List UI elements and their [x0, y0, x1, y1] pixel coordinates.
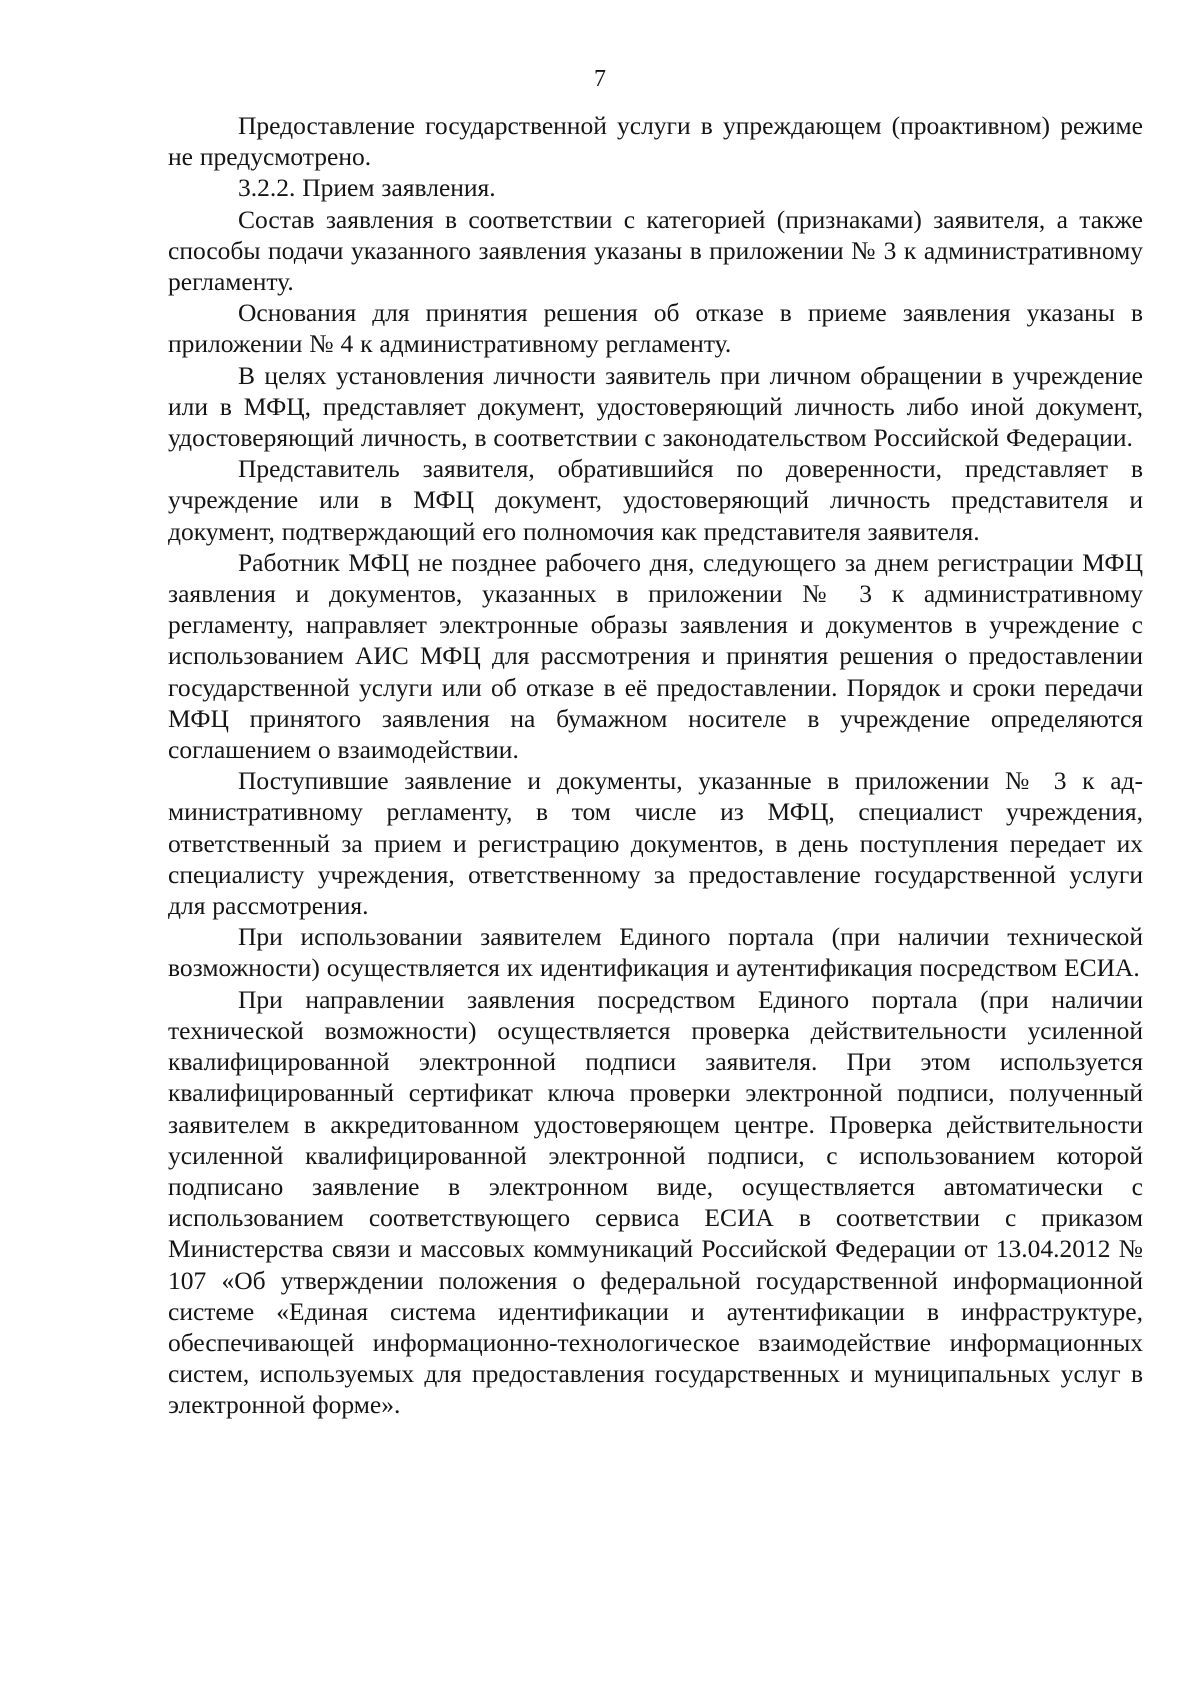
- paragraph-mfc-worker: Работник МФЦ не позднее рабочего дня, следующего за днем регистрации МФЦ заявления и документов, указанных в приложении № 3 к административному регламенту, направляет электронные образы заявления и документов в учреждение с использованием АИС МФЦ для рассмотрения и принятия решения о предоставлении государственной услуги или об отказе в её предоставлении. Порядок и сроки передачи МФЦ принятого заявления на бумажном носителе в учреждение определяются соглашением о взаимодействии.: [168, 547, 1143, 765]
- paragraph-identity-verification: В целях установления личности заявитель при личном обращении в учреждение или в МФЦ, представляет документ, удостоверяющий личность либо иной документ, удостоверяющий личность, в соответствии с законодательством Российской Федерации.: [168, 360, 1143, 453]
- paragraph-refusal-grounds: Основания для принятия решения об отказе в приеме заявления указаны в приложении № 4 к административному регламенту.: [168, 298, 1143, 359]
- section-heading-3-2-2: 3.2.2. Прием заявления.: [238, 173, 496, 203]
- document-body: [168, 110, 1143, 1421]
- paragraph-received-documents: Поступившие заявление и документы, указанные в приложении № 3 к административному регламенту, в том числе из МФЦ, специалист учреждения, ответственный за прием и регистрацию документов, в день поступления передает их специалисту учреждения, ответственному за предоставление государственной услуги для рассмотрения.: [168, 766, 1143, 921]
- paragraph-representative: Представитель заявителя, обратившийся по доверенности, представляет в учреждение или в МФЦ документ, удостоверяющий личность представителя и документ, подтверждающий его полномочия как представителя заявителя.: [168, 454, 1143, 546]
- paragraph-proactive-mode: Предоставление государственной услуги в упреждающем (проактивном) режиме не предусмотрено.: [168, 111, 1143, 172]
- paragraph-unified-portal-esia: При использовании заявителем Единого портала (при наличии технической возможности) осуществляется их идентификация и аутентификация посредством ЕСИА.: [168, 922, 1143, 983]
- page-number: 7: [594, 66, 606, 92]
- paragraph-application-composition: Состав заявления в соответствии с категорией (признаками) заявителя, а также способы подачи указанного заявления указаны в приложении № 3 к административному регламенту.: [168, 204, 1143, 297]
- paragraph-electronic-signature: При направлении заявления посредством Единого портала (при наличии технической возможности) осуществляется проверка действительности усиленной квалифицированной электронной подписи заявителя. При этом используется квалифицированный сертификат ключа проверки электронной подписи, полученный заявителем в аккредитованном удостоверяющем центре. Проверка действительности усиленной квалифицированной электронной подписи, с использованием которой подписано заявление в электронном виде, осуществляется автоматически с использованием соответствующего сервиса ЕСИА в соответствии с приказом Министерства связи и массовых коммуникаций Российской Федерации от 13.04.2012 № 107 «Об утверждении положения о федеральной государственной информационной системе «Единая система идентификации и аутентификации в инфраструктуре, обеспечивающей информационно-технологическое взаимодействие информационных систем, используемых для предоставления государственных и муниципальных услуг в электронной форме».: [168, 984, 1143, 1420]
